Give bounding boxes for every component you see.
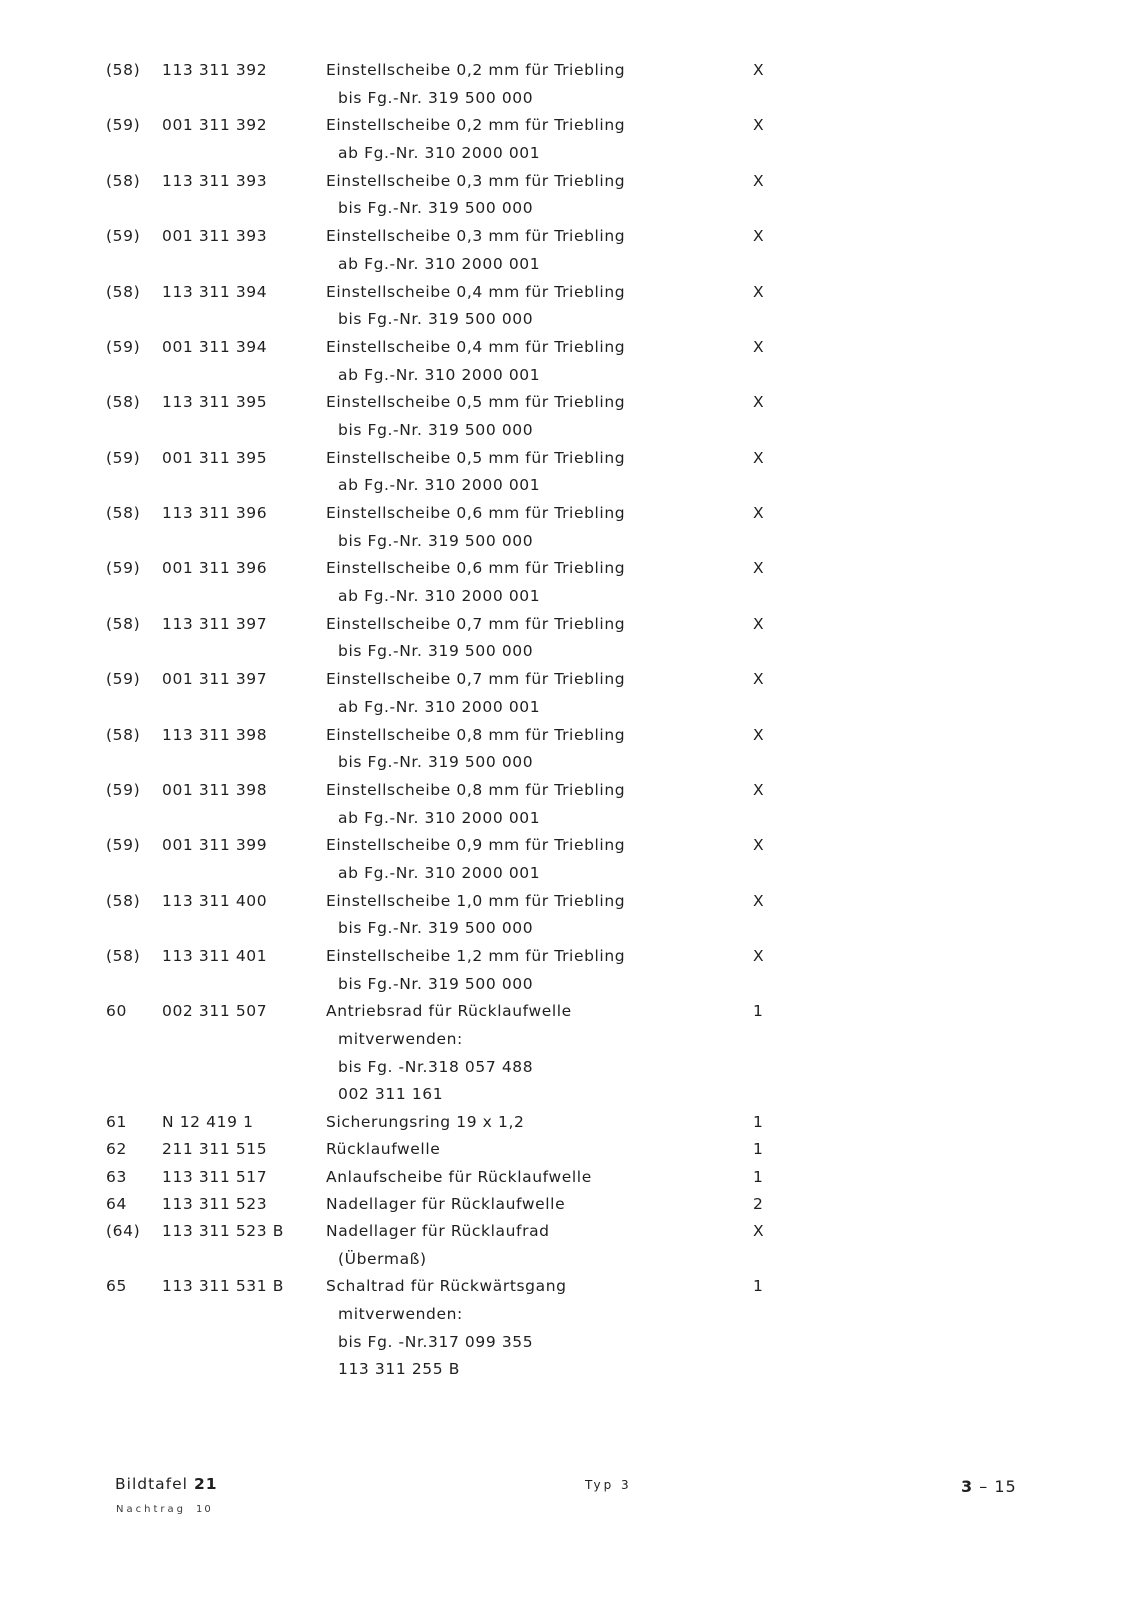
part-description-note: (Übermaß) [338, 1249, 427, 1268]
part-line [0, 749, 1137, 777]
part-row [0, 722, 1137, 777]
part-line [0, 1191, 1137, 1218]
part-line [0, 971, 1137, 999]
part-line [0, 389, 1137, 417]
part-position: (58) [106, 171, 141, 190]
part-quantity: X [753, 393, 765, 412]
part-line [0, 611, 1137, 639]
part-line [0, 223, 1137, 251]
part-line [0, 998, 1137, 1026]
part-description-note: ab Fg.-Nr. 310 2000 001 [338, 476, 541, 495]
part-description-note: ab Fg.-Nr. 310 2000 001 [338, 365, 541, 384]
part-quantity: 1 [753, 1002, 764, 1021]
part-number: 001 311 395 [162, 448, 268, 467]
part-line [0, 694, 1137, 722]
part-line [0, 860, 1137, 888]
part-number: 001 311 397 [162, 670, 268, 689]
part-quantity: X [753, 282, 765, 301]
part-row [0, 168, 1137, 223]
part-row [0, 223, 1137, 278]
part-number: 113 311 517 [162, 1167, 268, 1186]
part-row [0, 832, 1137, 887]
page-number [961, 1477, 1017, 1496]
part-description: Rücklaufwelle [326, 1140, 441, 1159]
part-description-note: bis Fg.-Nr. 319 500 000 [338, 531, 534, 550]
part-position: 63 [106, 1167, 127, 1186]
page-separator: – [979, 1477, 989, 1496]
part-line [0, 1136, 1137, 1163]
part-description-note: ab Fg.-Nr. 310 2000 001 [338, 697, 541, 716]
part-position: 62 [106, 1140, 127, 1159]
part-line [0, 583, 1137, 611]
part-row [0, 1273, 1137, 1384]
part-description: Nadellager für Rücklaufwelle [326, 1194, 566, 1213]
part-description-note: ab Fg.-Nr. 310 2000 001 [338, 863, 541, 882]
part-number: 113 311 396 [162, 504, 268, 522]
part-quantity: X [753, 614, 765, 633]
part-line [0, 362, 1137, 390]
part-description-note: bis Fg.-Nr. 319 500 000 [338, 753, 534, 772]
part-description: Einstellscheibe 0,6 mm für Triebling [326, 559, 626, 578]
part-position: (58) [106, 947, 141, 965]
part-description: Einstellscheibe 1,2 mm für Triebling [326, 947, 626, 965]
part-description-note: bis Fg. -Nr.317 099 355 [338, 1332, 534, 1351]
part-description-note: 002 311 161 [338, 1085, 444, 1104]
part-number: 113 311 401 [162, 947, 268, 965]
part-number: 211 311 515 [162, 1140, 268, 1159]
part-description: Sicherungsring 19 x 1,2 [326, 1113, 525, 1132]
page-number-value: 15 [994, 1477, 1017, 1496]
part-position: (64) [106, 1221, 141, 1240]
part-quantity: 1 [753, 1167, 764, 1186]
part-line [0, 85, 1137, 113]
part-line [0, 334, 1137, 362]
part-description: Einstellscheibe 0,2 mm für Triebling [326, 61, 626, 79]
part-quantity: X [753, 337, 765, 356]
part-position: 60 [106, 1002, 127, 1021]
part-row [0, 334, 1137, 389]
part-position: 64 [106, 1194, 127, 1213]
part-description: Antriebsrad für Rücklaufwelle [326, 1002, 572, 1021]
part-line [0, 168, 1137, 196]
part-line [0, 555, 1137, 583]
part-line [0, 915, 1137, 943]
part-description: Einstellscheibe 0,7 mm für Triebling [326, 614, 626, 633]
part-description: Einstellscheibe 0,7 mm für Triebling [326, 670, 626, 689]
part-description-note: bis Fg. -Nr.318 057 488 [338, 1057, 534, 1076]
part-row [0, 555, 1137, 610]
part-number: 001 311 398 [162, 780, 268, 799]
part-position: (59) [106, 836, 141, 855]
part-row [0, 112, 1137, 167]
part-quantity: X [753, 1221, 765, 1240]
part-line [0, 1329, 1137, 1357]
part-row [0, 279, 1137, 334]
part-line [0, 1246, 1137, 1274]
part-number: 001 311 393 [162, 227, 268, 246]
part-position: (59) [106, 670, 141, 689]
part-row [0, 57, 1137, 112]
part-row [0, 389, 1137, 444]
part-description: Einstellscheibe 1,0 mm für Triebling [326, 891, 626, 910]
part-line [0, 251, 1137, 279]
part-row [0, 1218, 1137, 1273]
part-line [0, 888, 1137, 916]
part-line [0, 472, 1137, 500]
part-line [0, 638, 1137, 666]
part-row [0, 888, 1137, 943]
part-number: 113 311 523 B [162, 1221, 284, 1240]
part-line [0, 666, 1137, 694]
part-row [0, 1109, 1137, 1136]
part-line [0, 417, 1137, 445]
part-line [0, 1356, 1137, 1384]
part-number: 113 311 400 [162, 891, 268, 910]
part-quantity: X [753, 836, 765, 855]
part-quantity: X [753, 947, 765, 965]
part-quantity: X [753, 780, 765, 799]
part-row [0, 1191, 1137, 1218]
part-description-note: ab Fg.-Nr. 310 2000 001 [338, 808, 541, 827]
plate-label: Bildtafel [115, 1475, 188, 1493]
part-row [0, 777, 1137, 832]
part-position: (58) [106, 61, 141, 79]
part-description-note: ab Fg.-Nr. 310 2000 001 [338, 587, 541, 606]
part-description: Einstellscheibe 0,4 mm für Triebling [326, 337, 626, 356]
part-position: (58) [106, 614, 141, 633]
part-number: 001 311 399 [162, 836, 268, 855]
part-quantity: 1 [753, 1113, 764, 1132]
part-row [0, 500, 1137, 555]
part-quantity: X [753, 171, 765, 190]
part-line [0, 1164, 1137, 1191]
part-line [0, 279, 1137, 307]
part-position: (59) [106, 227, 141, 246]
part-line [0, 777, 1137, 805]
part-line [0, 306, 1137, 334]
supplement-number: 10 [195, 1504, 213, 1515]
part-line [0, 943, 1137, 971]
part-description: Einstellscheibe 0,8 mm für Triebling [326, 725, 626, 744]
plate-number: 21 [193, 1475, 218, 1493]
part-number: 113 311 398 [162, 725, 268, 744]
part-position: (58) [106, 504, 141, 522]
part-position: (58) [106, 891, 141, 910]
part-description-note: mitverwenden: [338, 1030, 463, 1049]
part-number: 002 311 507 [162, 1002, 268, 1021]
part-description: Einstellscheibe 0,9 mm für Triebling [326, 836, 626, 855]
part-row [0, 1164, 1137, 1191]
part-line [0, 195, 1137, 223]
part-position: (58) [106, 282, 141, 301]
part-line [0, 500, 1137, 528]
part-number: 001 311 396 [162, 559, 268, 578]
part-quantity: 1 [753, 1140, 764, 1159]
part-number: 113 311 393 [162, 171, 268, 190]
part-description: Einstellscheibe 0,8 mm für Triebling [326, 780, 626, 799]
part-number: 113 311 394 [162, 282, 268, 301]
part-line [0, 57, 1137, 85]
part-position: (59) [106, 780, 141, 799]
part-description: Einstellscheibe 0,5 mm für Triebling [326, 393, 626, 412]
part-description-note: bis Fg.-Nr. 319 500 000 [338, 919, 534, 938]
part-quantity: X [753, 670, 765, 689]
supplement-reference [116, 1504, 213, 1515]
part-row [0, 445, 1137, 500]
part-line [0, 1273, 1137, 1301]
part-quantity: X [753, 116, 765, 135]
part-position: (59) [106, 448, 141, 467]
part-row [0, 943, 1137, 998]
part-number: 001 311 392 [162, 116, 268, 135]
part-position: (58) [106, 393, 141, 412]
part-description: Schaltrad für Rückwärtsgang [326, 1277, 567, 1296]
part-description: Einstellscheibe 0,4 mm für Triebling [326, 282, 626, 301]
part-description-note: ab Fg.-Nr. 310 2000 001 [338, 254, 541, 273]
part-description: Einstellscheibe 0,6 mm für Triebling [326, 504, 626, 522]
part-row [0, 998, 1137, 1109]
part-description: Nadellager für Rücklaufrad [326, 1221, 550, 1240]
part-number: 001 311 394 [162, 337, 268, 356]
part-line [0, 1218, 1137, 1246]
part-number: 113 311 531 B [162, 1277, 284, 1296]
part-quantity: X [753, 448, 765, 467]
part-number: 113 311 397 [162, 614, 268, 633]
part-row [0, 1136, 1137, 1163]
part-description-note: bis Fg.-Nr. 319 500 000 [338, 642, 534, 661]
part-description-note: bis Fg.-Nr. 319 500 000 [338, 199, 534, 218]
part-description-note: ab Fg.-Nr. 310 2000 001 [338, 144, 541, 163]
part-line [0, 1054, 1137, 1082]
plate-reference [115, 1475, 218, 1493]
part-line [0, 140, 1137, 168]
part-description-note: bis Fg.-Nr. 319 500 000 [338, 974, 534, 993]
page-footer [0, 1465, 1137, 1525]
part-line [0, 805, 1137, 833]
part-description-note: bis Fg.-Nr. 319 500 000 [338, 88, 534, 107]
part-number: 113 311 392 [162, 61, 268, 79]
part-description: Einstellscheibe 0,5 mm für Triebling [326, 448, 626, 467]
part-position: (59) [106, 559, 141, 578]
part-line [0, 528, 1137, 556]
part-description-note: mitverwenden: [338, 1304, 463, 1323]
part-quantity: X [753, 61, 765, 79]
part-description-note: bis Fg.-Nr. 319 500 000 [338, 310, 534, 329]
part-number: 113 311 523 [162, 1194, 268, 1213]
part-line [0, 112, 1137, 140]
part-number: N 12 419 1 [162, 1113, 254, 1132]
part-description: Anlaufscheibe für Rücklaufwelle [326, 1167, 592, 1186]
part-row [0, 666, 1137, 721]
part-quantity: 2 [753, 1194, 764, 1213]
part-line [0, 832, 1137, 860]
page-section: 3 [961, 1477, 974, 1496]
part-quantity: X [753, 559, 765, 578]
part-quantity: X [753, 725, 765, 744]
part-description-note: 113 311 255 B [338, 1360, 460, 1379]
part-line [0, 1026, 1137, 1054]
part-description-note: bis Fg.-Nr. 319 500 000 [338, 420, 534, 439]
part-line [0, 1301, 1137, 1329]
parts-list [0, 57, 1137, 1384]
part-quantity: X [753, 891, 765, 910]
part-description: Einstellscheibe 0,2 mm für Triebling [326, 116, 626, 135]
supplement-label: Nachtrag [116, 1504, 186, 1515]
part-row [0, 611, 1137, 666]
part-quantity: X [753, 227, 765, 246]
part-position: 65 [106, 1277, 127, 1296]
part-position: (59) [106, 337, 141, 356]
part-number: 113 311 395 [162, 393, 268, 412]
part-description: Einstellscheibe 0,3 mm für Triebling [326, 171, 626, 190]
part-position: (58) [106, 725, 141, 744]
vehicle-type: Typ 3 [585, 1478, 632, 1492]
part-line [0, 445, 1137, 473]
part-line [0, 722, 1137, 750]
part-quantity: X [753, 504, 765, 522]
part-line [0, 1109, 1137, 1136]
part-description: Einstellscheibe 0,3 mm für Triebling [326, 227, 626, 246]
part-line [0, 1081, 1137, 1109]
part-position: (59) [106, 116, 141, 135]
part-quantity: 1 [753, 1277, 764, 1296]
part-position: 61 [106, 1113, 127, 1132]
